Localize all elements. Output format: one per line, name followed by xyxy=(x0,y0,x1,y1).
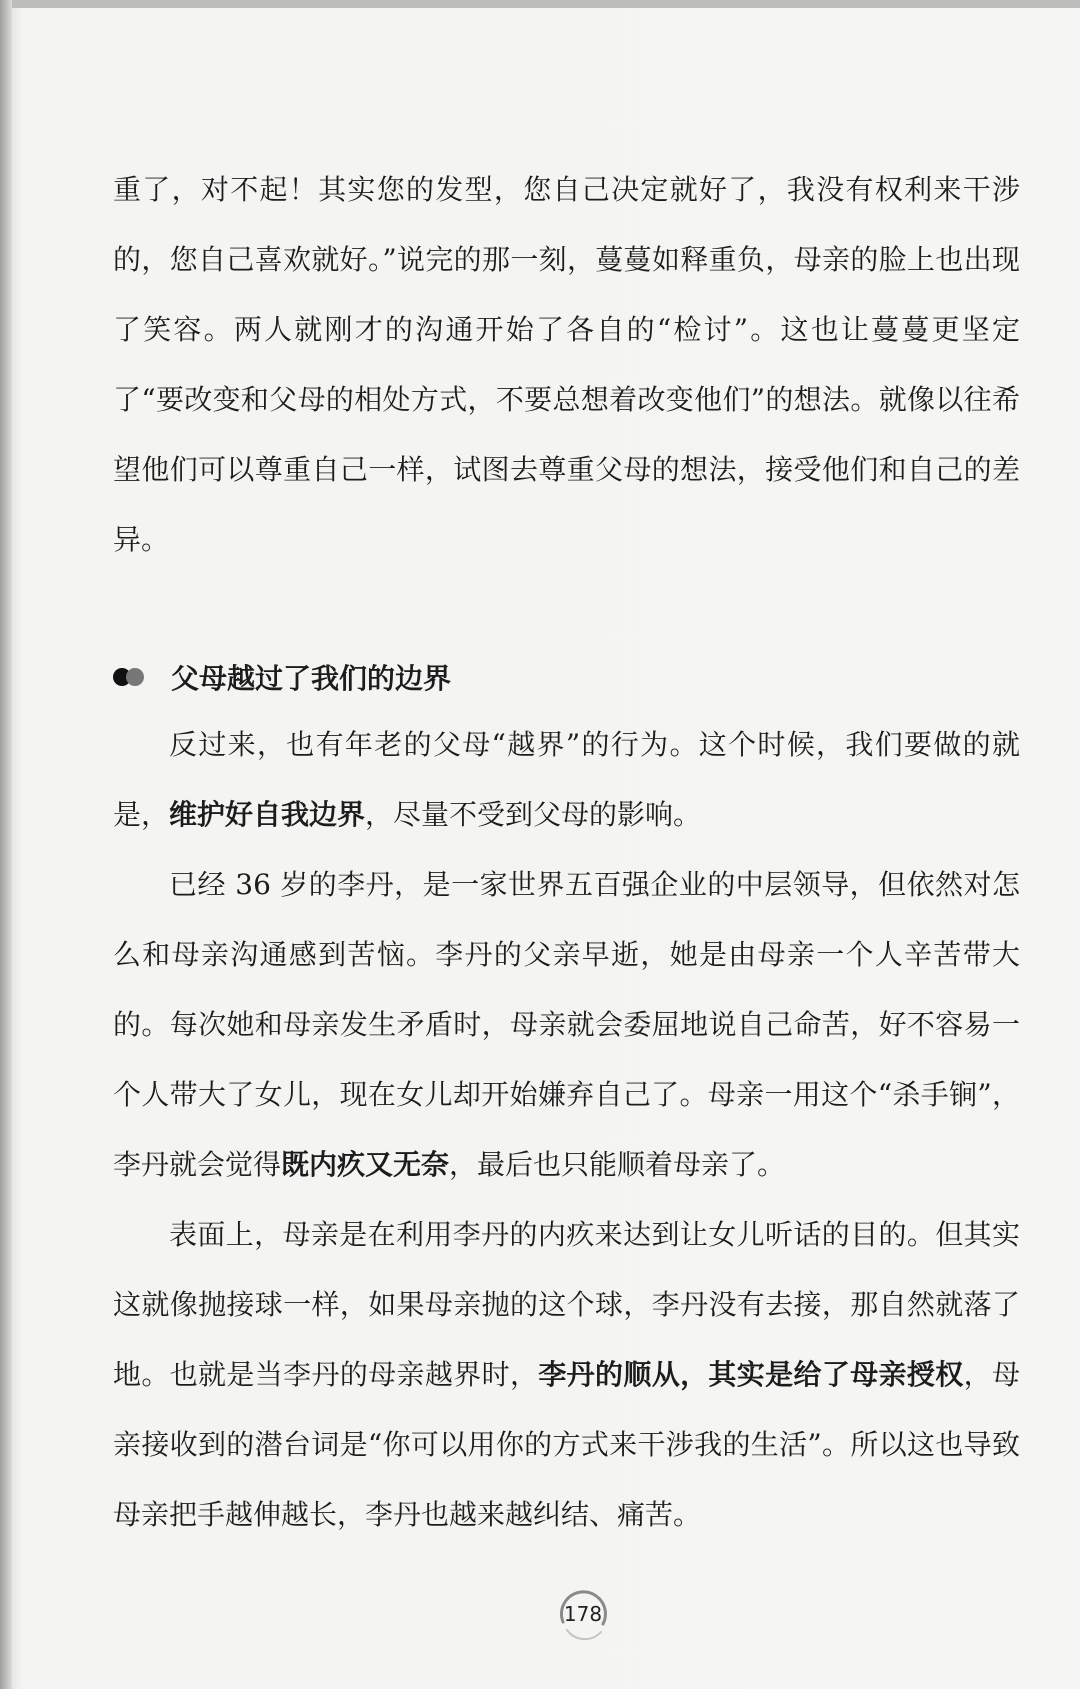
section-heading xyxy=(113,652,451,702)
paragraph-3-part2: ，母亲接收到的潜台词是“你可以用你的方式来干涉我的生活”。所以这也导致母亲把手越伸越长，李丹也越来越纠结、痛苦。 xyxy=(113,1358,1020,1531)
paragraph-2 xyxy=(113,850,1020,1200)
page-number-badge xyxy=(551,1582,615,1646)
page-number: 178 xyxy=(563,1602,603,1626)
paragraph-1-part2: ，尽量不受到父母的影响。 xyxy=(365,798,702,831)
page-gutter-shadow xyxy=(0,0,12,1689)
paragraph-1 xyxy=(113,710,1020,850)
top-text-block xyxy=(113,155,1020,575)
paragraph-continued: 重了，对不起！其实您的发型，您自己决定就好了，我没有权利来干涉的，您自己喜欢就好。”说完的那一刻，蔓蔓如释重负，母亲的脸上也出现了笑容。两人就刚才的沟通开始了各自的“检讨”。这也让蔓蔓更坚定了“要改变和父母的相处方式，不要总想着改变他们”的想法。就像以往希望他们可以尊重自己一样，试图去尊重父母的想法，接受他们和自己的差异。 xyxy=(113,173,1020,556)
section-title: 父母越过了我们的边界 xyxy=(171,662,452,695)
paragraph-2-bold: 既内疚又无奈 xyxy=(281,1148,450,1181)
paragraph-1-bold: 维护好自我边界 xyxy=(169,798,366,831)
paragraph-3-part1: 表面上，母亲是在利用李丹的内疚来达到让女儿听话的目的。但其实这就像抛接球一样，如果母亲抛的这个球，李丹没有去接，那自然就落了地。也就是当李丹的母亲越界时， xyxy=(113,1218,1020,1391)
scan-top-edge xyxy=(0,0,1080,8)
paragraph-2-part2: ，最后也只能顺着母亲了。 xyxy=(449,1148,786,1181)
paragraph-3 xyxy=(113,1200,1020,1550)
bullet-dots-icon xyxy=(113,665,153,689)
main-text-block xyxy=(113,710,1020,1550)
paragraph-2-part1: 已经 36 岁的李丹，是一家世界五百强企业的中层领导，但依然对怎么和母亲沟通感到苦恼。李丹的父亲早逝，她是由母亲一个人辛苦带大的。每次她和母亲发生矛盾时，母亲就会委屈地说自己命苦，好不容易一个人带大了女儿，现在女儿却开始嫌弃自己了。母亲一用这个“杀手锏”，李丹就会觉得 xyxy=(113,868,1020,1181)
paragraph-1-part1: 反过来，也有年老的父母“越界”的行为。这个时候，我们要做的就是， xyxy=(113,728,1020,831)
paragraph-3-bold: 李丹的顺从，其实是给了母亲授权 xyxy=(538,1358,964,1391)
